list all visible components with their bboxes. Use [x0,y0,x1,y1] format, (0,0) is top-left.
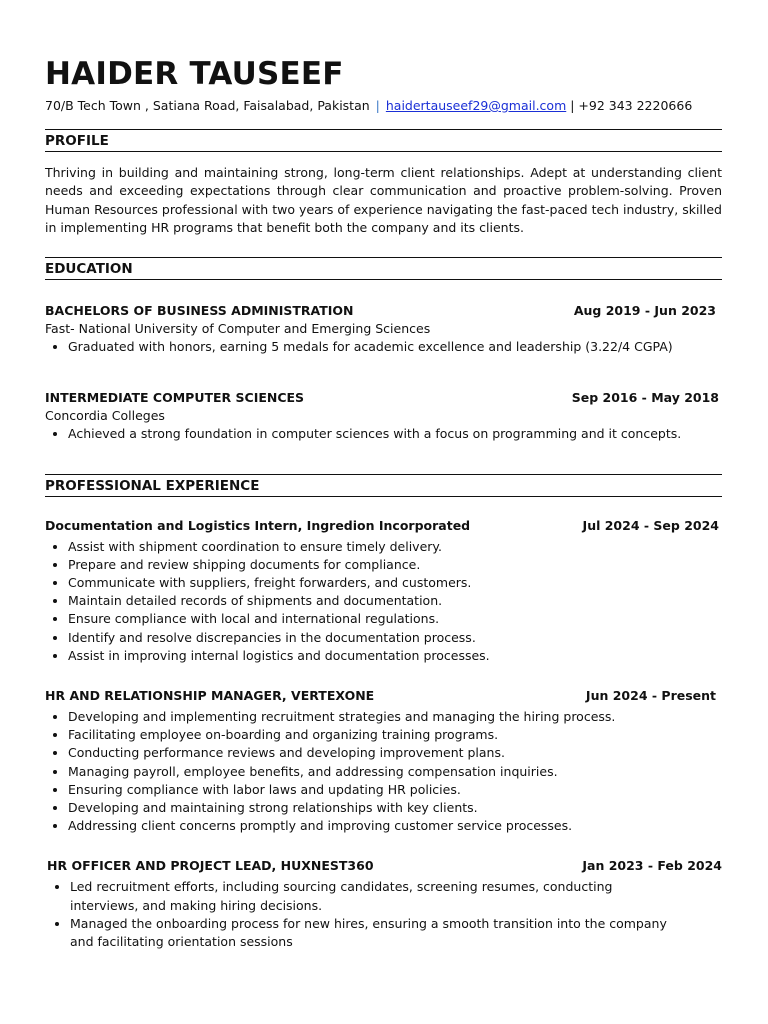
education-bullets [45,425,722,443]
list-item: • Graduated with honors, earning 5 medals for academic excellence and leadership (3.22/4 CGPA) [68,338,722,356]
list-item: • Developing and implementing recruitment strategies and managing the hiring process. [68,708,722,726]
experience-entry [45,517,722,665]
education-entry [45,302,722,356]
list-item: • Assist in improving internal logistics and documentation processes. [68,647,722,665]
education-entry-header [45,389,722,407]
list-item: • Developing and maintaining strong relationships with key clients. [68,799,722,817]
list-item: • Managing payroll, employee benefits, and addressing compensation inquiries. [68,763,722,781]
list-item: • Led recruitment efforts, including sourcing candidates, screening resumes, conducting interviews, and making hiring decisions. [70,878,682,914]
contact-separator: | [375,98,380,113]
experience-entry [45,857,722,951]
experience-entry-header [45,687,722,705]
list-item: • Facilitating employee on-boarding and organizing training programs. [68,726,722,744]
experience-entry-header [45,517,722,535]
email-link[interactable]: haidertauseef29@gmail.com [385,98,567,113]
education-entry [45,389,722,443]
candidate-name: HAIDER TAUSEEF [45,56,344,92]
role-dates: Jun 2024 - Present [585,688,716,704]
profile-text: Thriving in building and maintaining strong, long-term client relationships. Adept at understanding client needs and exceeding expectations through clear communication and proactive problem-solving. Proven Human Resources professional with two years of experience navigating the fast-paced tech industry, skilled in implementing HR programs that benefit both the company and its clients. [45,165,722,235]
experience-entry [45,687,722,835]
phone: | +92 343 2220666 [570,98,693,113]
degree-title: INTERMEDIATE COMPUTER SCIENCES [45,390,305,406]
profile-heading: PROFILE [45,129,722,152]
experience-entry-header [47,857,722,875]
education-entry-header [45,302,722,320]
role-title: HR AND RELATIONSHIP MANAGER, VERTEXONE [45,688,375,704]
address: 70/B Tech Town , Satiana Road, Faisalabad, Pakistan [45,98,370,113]
education-dates: Sep 2016 - May 2018 [571,390,719,406]
list-item: • Communicate with suppliers, freight forwarders, and customers. [68,574,722,592]
education-heading: EDUCATION [45,257,722,280]
list-item: • Managed the onboarding process for new hires, ensuring a smooth transition into the company and facilitating orientation sessions [70,915,682,951]
list-item: • Ensure compliance with local and international regulations. [68,610,722,628]
experience-bullets [47,878,722,951]
role-title: HR OFFICER AND PROJECT LEAD, HUXNEST360 [47,858,374,874]
experience-bullets [45,708,722,835]
list-item: • Achieved a strong foundation in computer sciences with a focus on programming and it concepts. [68,425,722,443]
role-dates: Jan 2023 - Feb 2024 [582,858,722,874]
list-item: • Addressing client concerns promptly and improving customer service processes. [68,817,722,835]
role-dates: Jul 2024 - Sep 2024 [582,517,719,533]
list-item: • Assist with shipment coordination to ensure timely delivery. [68,538,722,556]
experience-bullets [45,538,722,665]
degree-title: BACHELORS OF BUSINESS ADMINISTRATION [45,303,354,319]
education-dates: Aug 2019 - Jun 2023 [573,303,716,319]
list-item: • Maintain detailed records of shipments and documentation. [68,592,722,610]
list-item: • Identify and resolve discrepancies in the documentation process. [68,629,722,647]
school-name: Concordia Colleges [45,408,165,424]
contact-line [45,98,722,114]
education-bullets [45,338,722,356]
role-title: Documentation and Logistics Intern, Ingredion Incorporated [45,517,471,533]
list-item: • Ensuring compliance with labor laws and updating HR policies. [68,781,722,799]
list-item: • Conducting performance reviews and developing improvement plans. [68,744,722,762]
list-item: • Prepare and review shipping documents for compliance. [68,556,722,574]
school-name: Fast- National University of Computer and Emerging Sciences [45,321,431,337]
experience-heading: PROFESSIONAL EXPERIENCE [45,474,722,497]
